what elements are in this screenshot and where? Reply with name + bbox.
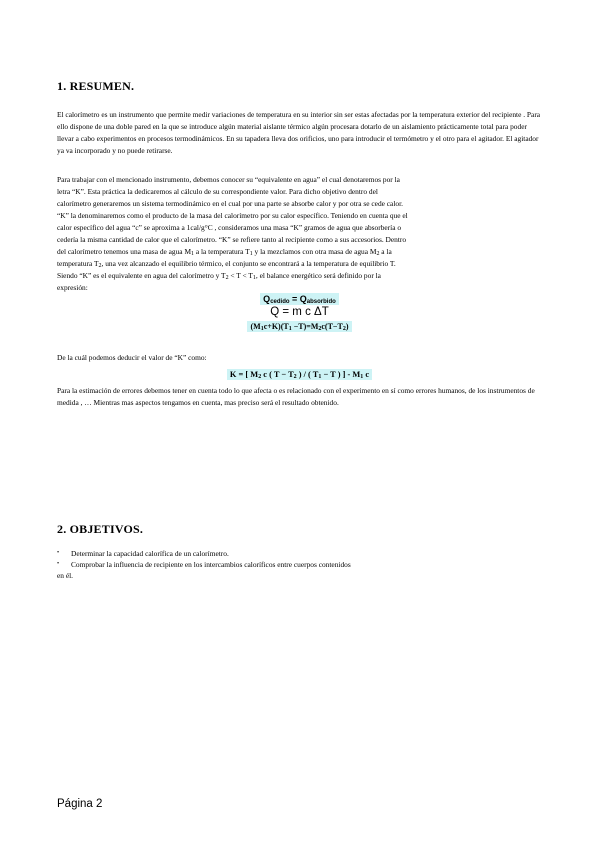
page-number: Página 2 bbox=[57, 798, 103, 810]
paragraph-line: temperatura $T_2$, una vez alcanzado el equilibrio térmico, el conjunto se encontrará a la temperatura de equilibrio T. bbox=[57, 259, 396, 269]
list-item bbox=[57, 548, 477, 559]
paragraph-errors: Para la estimación de errores debemos tener en cuenta todo lo que afecta o es relacionado con el experimento en sí como errores humanos, de los instrumentos de medida , … Mientras mas aspectos tengamos en cuenta, mas preciso será el resultado obtenido. bbox=[57, 386, 535, 407]
section-heading-resumen: 1. RESUMEN. bbox=[57, 79, 135, 93]
paragraph-line: calorímetro generaremos un sistema termodinámico en el cual por una parte se absorbe calor y por otra se cede calor. bbox=[57, 199, 403, 208]
paragraph-line: “K” la denominaremos como el producto de la masa del calorímetro por su calor específico. Teniendo en cuenta que el bbox=[57, 211, 408, 220]
section-heading-objetivos: 2. OBJETIVOS. bbox=[57, 522, 144, 536]
paragraph-line: cedería la misma cantidad de calor que el calorímetro. “K” se refiere tanto al recipiente como a sus accesorios. Dentro bbox=[57, 235, 407, 244]
equation-heat: Q = m c ΔT bbox=[270, 306, 329, 318]
paragraph-line: del calorímetro tenemos una masa de agua $M_1$ a la temperatura $T_1$ y la mezclamos con otra masa de agua $M_2$ a la bbox=[57, 247, 392, 257]
bullet-icon: • bbox=[57, 550, 60, 556]
paragraph-intro: El calorímetro es un instrumento que permite medir variaciones de temperatura en su interior sin ser estas afectadas por la temperatura exterior del recipiente . Para ello dispone de una doble pared en la que se introduce algún material aislante térmico algún procesara dotarlo de un aislamiento prácticamente total para poder llevar a cabo experimentos en procesos termodinámicos. En su tapadera lleva dos orificios, uno para introducir el termómetro y el otro para el agitador. El agitador ya va incorporado y no puede retirarse. bbox=[57, 110, 541, 155]
list-item-text: Comprobar la influencia de recipiente en los intercambios caloríficos entre cuerpos contenidos bbox=[71, 560, 351, 569]
equation-balance-expanded: $(M_1c+K)(T_1 -T)=M_2c(T-T_2)$ bbox=[0, 322, 599, 331]
paragraph-method bbox=[57, 174, 541, 294]
bullet-icon: • bbox=[57, 561, 60, 567]
paragraph-line: letra “K”. Esta práctica la dedicaremos al cálculo de su correspondiente valor. Para dicho objetivo dentro del bbox=[57, 187, 378, 196]
list-item-text: Determinar la capacidad calorífica de un calorímetro. bbox=[71, 549, 229, 558]
objectives-list bbox=[57, 548, 477, 581]
equation-heat-balance: $Q_{cedido} = Q_{absorbido}$ bbox=[0, 294, 599, 304]
paragraph-deduce: De la cuál podemos deducir el valor de “K” como: bbox=[57, 353, 207, 362]
equation-k-value: K = [ $M_2$ c ( $T - T_2$ ) / ( $T_1 - T$ ) ] - $M_1$ c bbox=[0, 370, 599, 379]
paragraph-line: Para trabajar con el mencionado instrumento, debemos conocer su “equivalente en agua” el cual denotaremos por la bbox=[57, 175, 400, 184]
list-item bbox=[57, 559, 477, 581]
list-item-continuation: en él. bbox=[57, 571, 74, 580]
paragraph-line: Siendo “K” es el equivalente en agua del calorímetro y $T_2 < T < T_1$, el balance energético será definido por la bbox=[57, 271, 381, 281]
paragraph-line: calor específico del agua “c” se aproxima a 1cal/g°C , consideramos una masa “K” gramos de agua que absorbería o bbox=[57, 223, 402, 232]
paragraph-line: expresión: bbox=[57, 283, 88, 292]
